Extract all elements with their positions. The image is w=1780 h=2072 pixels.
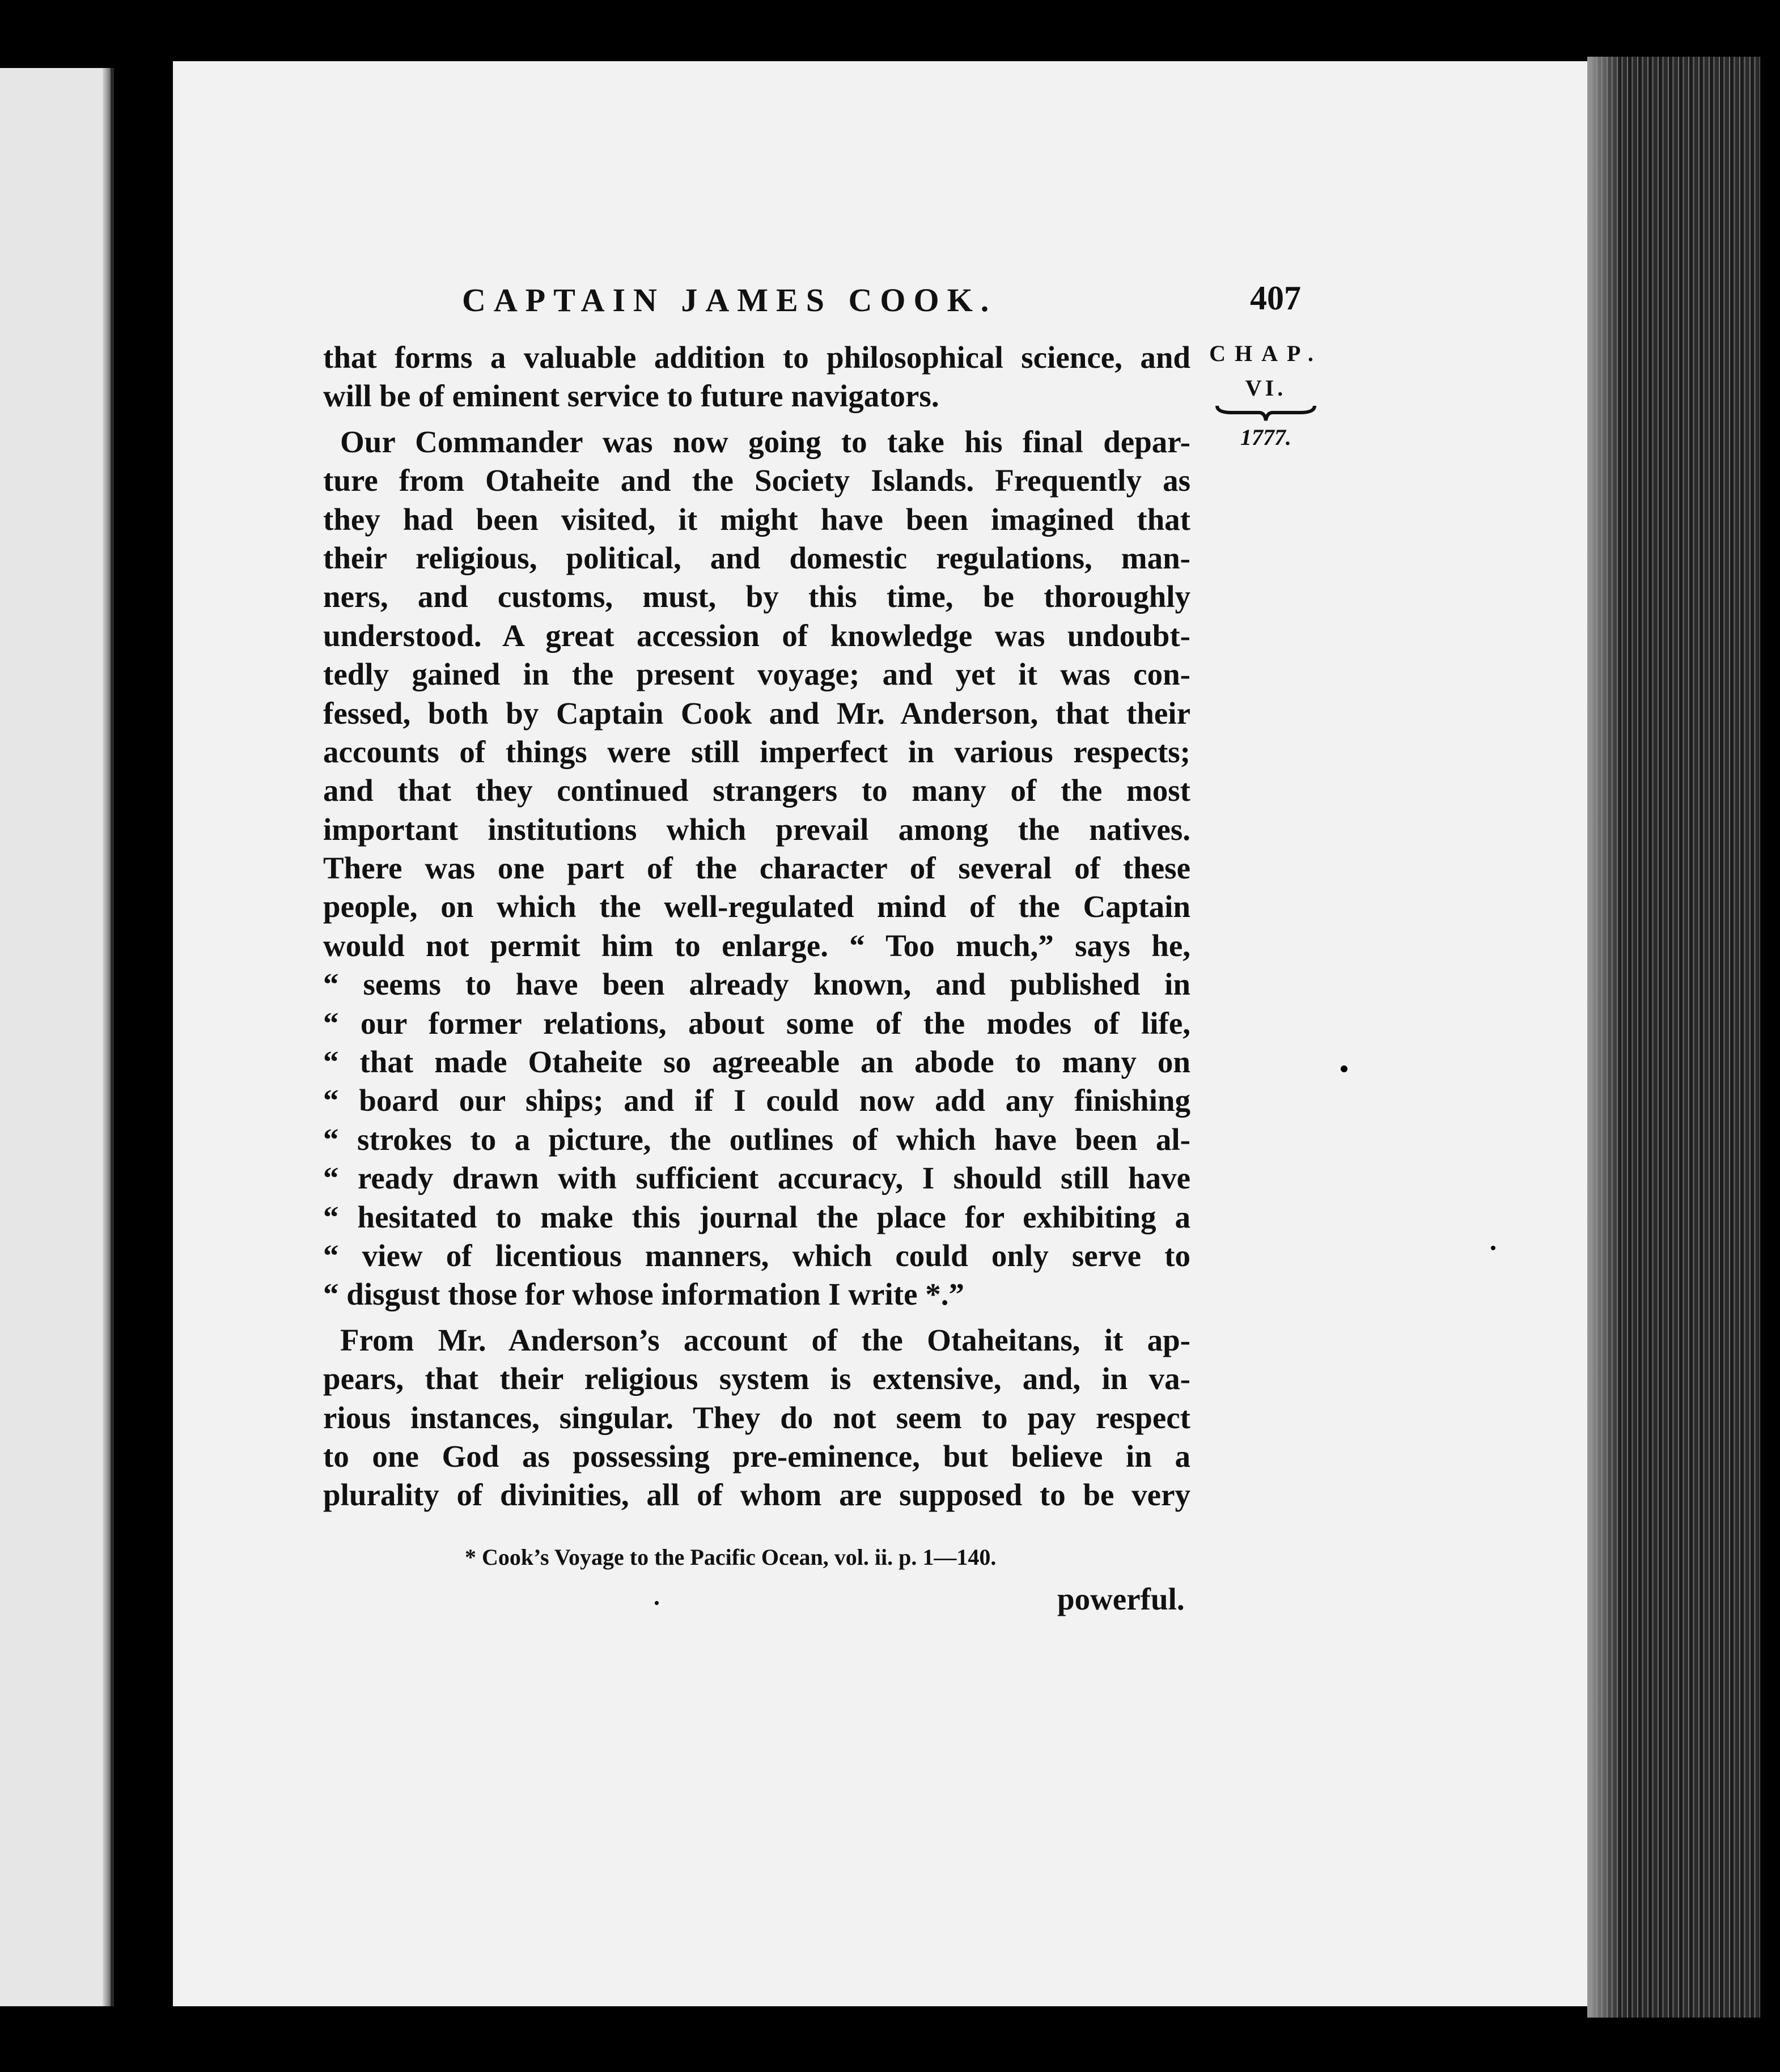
text-line: “ that made Otaheite so agreeable an abode to many on: [323, 1045, 1190, 1080]
text-line: and that they continued strangers to many of the most: [323, 773, 1190, 808]
text-line: plurality of divinities, all of whom are supposed to be very: [323, 1477, 1190, 1513]
text-line: “ view of licentious manners, which could only serve to: [323, 1238, 1190, 1273]
running-head: CAPTAIN JAMES COOK.: [462, 282, 997, 319]
facing-page-edge: [0, 68, 114, 2006]
text-line: would not permit him to enlarge. “ Too much,” says he,: [323, 928, 1190, 963]
text-line: accounts of things were still imperfect in various respects;: [323, 734, 1190, 769]
margin-year: 1777.: [1240, 424, 1291, 450]
text-line: ners, and customs, must, by this time, be thoroughly: [323, 579, 1190, 614]
margin-chapter-number: VI.: [1245, 375, 1287, 401]
text-line: that forms a valuable addition to philosophical science, and: [323, 340, 1190, 375]
text-line: rious instances, singular. They do not seem to pay respect: [323, 1400, 1190, 1435]
ink-speck: [974, 17, 981, 29]
text-line: important institutions which prevail among the natives.: [323, 812, 1190, 847]
ink-speck: [1491, 1246, 1495, 1250]
footnote: * Cook’s Voyage to the Pacific Ocean, vol. ii. p. 1—140.: [465, 1544, 997, 1570]
page-number: 407: [1250, 279, 1301, 317]
text-line: people, on which the well-regulated mind of the Captain: [323, 889, 1190, 924]
text-line: pears, that their religious system is extensive, and, in va-: [323, 1361, 1190, 1396]
margin-chap-label: CHAP.: [1209, 341, 1323, 366]
text-line: understood. A great accession of knowledge was undoubt-: [323, 618, 1190, 653]
text-line: tedly gained in the present voyage; and yet it was con-: [323, 657, 1190, 692]
text-line: “ hesitated to make this journal the place for exhibiting a: [323, 1199, 1190, 1234]
margin-note: [1195, 340, 1337, 451]
text-line: will be of eminent service to future navigators.: [323, 379, 939, 414]
text-line: “ strokes to a picture, the outlines of which have been al-: [323, 1122, 1190, 1157]
brace-icon: [1215, 404, 1317, 424]
text-line: “ board our ships; and if I could now add any finishing: [323, 1083, 1190, 1118]
text-line: “ our former relations, about some of the modes of life,: [323, 1005, 1190, 1041]
facing-page-gutter: [103, 68, 111, 2006]
text-line: ture from Otaheite and the Society Islands. Frequently as: [323, 463, 1190, 498]
text-line: they had been visited, it might have been imagined that: [323, 502, 1190, 537]
text-line: Our Commander was now going to take his final depar-: [340, 424, 1190, 459]
text-line: “ ready drawn with sufficient accuracy, I should still have: [323, 1161, 1190, 1196]
text-line: From Mr. Anderson’s account of the Otaheitans, it ap-: [340, 1322, 1190, 1357]
book-edge-shadow: [1587, 57, 1621, 2018]
book-edge: [1587, 57, 1760, 2018]
catchword: powerful.: [1057, 1582, 1185, 1616]
ink-speck: [655, 1601, 659, 1605]
text-line: to one God as possessing pre-eminence, but believe in a: [323, 1438, 1190, 1474]
text-line: their religious, political, and domestic regulations, man-: [323, 540, 1190, 575]
text-line: “ disgust those for whose information I write *.”: [323, 1277, 965, 1312]
ink-speck: [1341, 1065, 1347, 1072]
body-text: [323, 338, 1190, 1515]
text-line: There was one part of the character of several of these: [323, 851, 1190, 886]
text-line: fessed, both by Captain Cook and Mr. Anderson, that their: [323, 695, 1190, 731]
text-line: “ seems to have been already known, and published in: [323, 967, 1190, 1002]
